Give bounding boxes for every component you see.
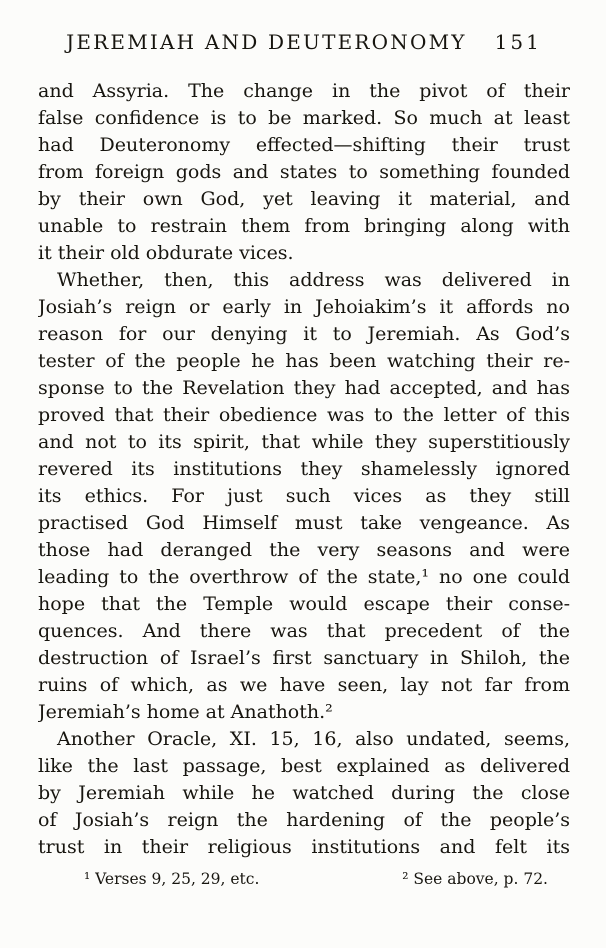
paragraph — [38, 267, 570, 726]
text-line: and Assyria. The change in the pivot of their — [38, 80, 570, 102]
text-line: its ethics. For just such vices as they still — [38, 485, 570, 507]
text-line: and not to its spirit, that while they superstitiously — [38, 431, 570, 453]
text-line: of Josiah’s reign the hardening of the people’s — [38, 809, 570, 831]
footnotes — [38, 870, 570, 888]
text-line: quences. And there was that precedent of the — [38, 620, 570, 642]
text-line: Another Oracle, XI. 15, 16, also undated, seems, — [57, 728, 570, 750]
text-line: unable to restrain them from bringing along with — [38, 215, 570, 237]
text-line: those had deranged the very seasons and were — [38, 539, 570, 561]
page-number: 151 — [494, 30, 542, 54]
text-line: like the last passage, best explained as delivered — [38, 755, 570, 777]
body-text — [38, 78, 570, 861]
text-line: leading to the overthrow of the state,¹ no one could — [38, 566, 570, 588]
text-line: from foreign gods and states to something founded — [38, 161, 570, 183]
text-line: tester of the people he has been watching their re- — [38, 350, 570, 372]
footnote-1: ¹ Verses 9, 25, 29, etc. — [84, 870, 260, 888]
text-line: destruction of Israel’s first sanctuary in Shiloh, the — [38, 647, 570, 669]
paragraph — [38, 726, 570, 861]
text-line: ruins of which, as we have seen, lay not far from — [38, 674, 570, 696]
text-line: sponse to the Revelation they had accepted, and has — [38, 377, 570, 399]
text-line: by their own God, yet leaving it material, and — [38, 188, 570, 210]
text-line: false confidence is to be marked. So much at least — [38, 107, 570, 129]
text-line: it their old obdurate vices. — [38, 242, 294, 264]
running-head-title: JEREMIAH AND DEUTERONOMY — [66, 30, 467, 54]
paragraph — [38, 78, 570, 267]
footnote-2: ² See above, p. 72. — [402, 870, 548, 888]
text-line: Josiah’s reign or early in Jehoiakim’s it affords no — [38, 296, 570, 318]
text-line: trust in their religious institutions and felt its — [38, 836, 570, 858]
text-line: had Deuteronomy effected—shifting their trust — [38, 134, 570, 156]
text-line: by Jeremiah while he watched during the close — [38, 782, 570, 804]
text-line: hope that the Temple would escape their conse- — [38, 593, 570, 615]
text-line: proved that their obedience was to the letter of this — [38, 404, 570, 426]
text-line: reason for our denying it to Jeremiah. As God’s — [38, 323, 570, 345]
running-head — [38, 30, 570, 54]
text-line: practised God Himself must take vengeance. As — [38, 512, 570, 534]
text-line: Whether, then, this address was delivered in — [57, 269, 570, 291]
text-line: revered its institutions they shamelessly ignored — [38, 458, 570, 480]
text-line: Jeremiah’s home at Anathoth.² — [38, 701, 333, 723]
